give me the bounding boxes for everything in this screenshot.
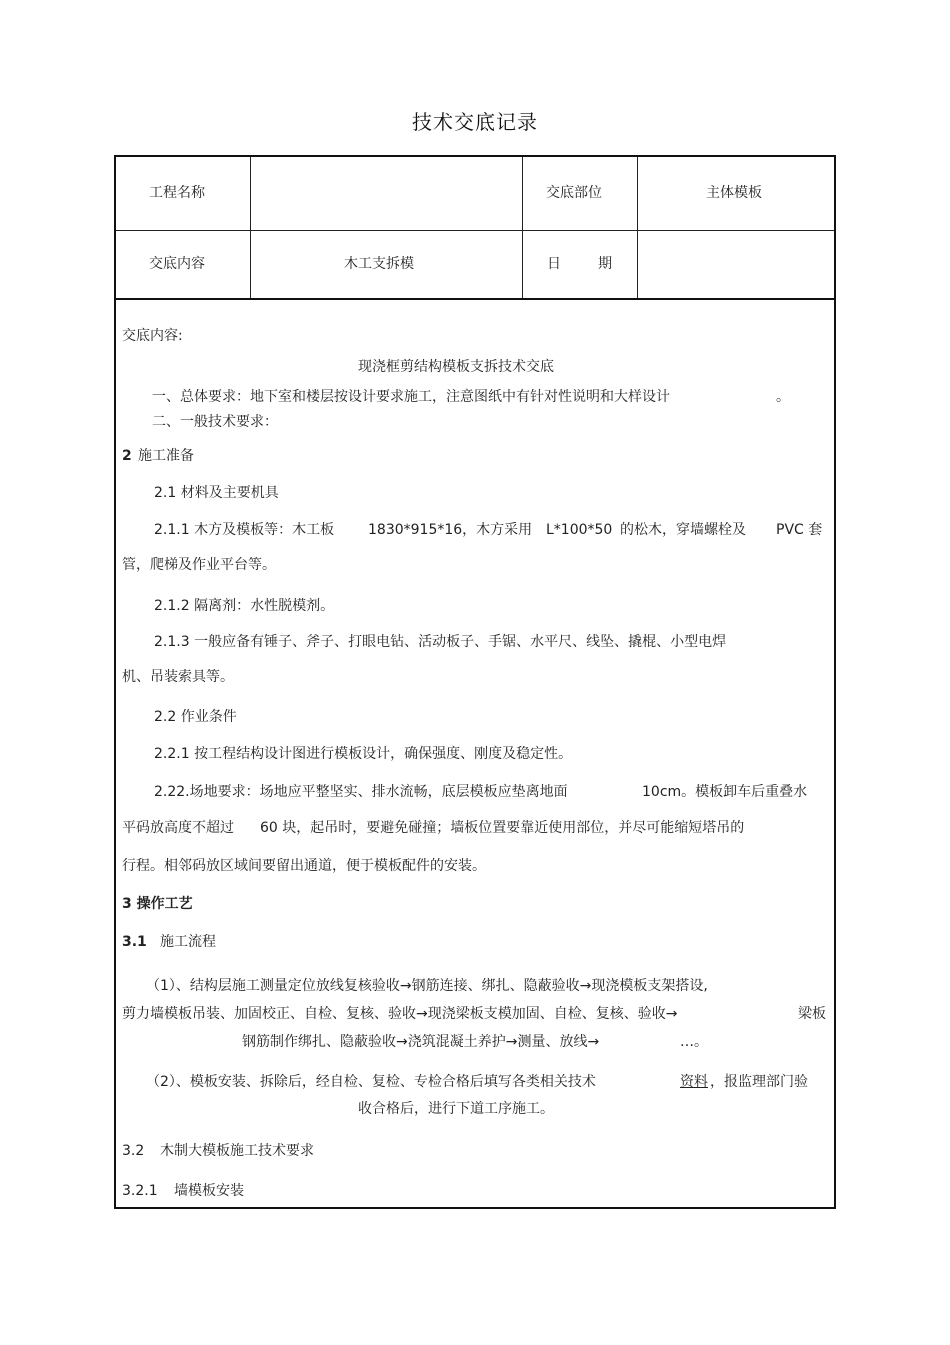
body-subtitle: 现浇框剪结构模板支拆技术交底: [358, 359, 554, 375]
flow-1-line-1: （1）、结构层施工测量定位放线复核验收→钢筋连接、绑扎、隐蔽验收→现浇模板支架搭设,: [146, 978, 708, 994]
technical-requirement: 二、一般技术要求：: [152, 414, 278, 430]
record-table: [114, 155, 836, 1209]
section-2-22-d: 60 块，起吊时，要避免碰撞；墙板位置要靠近使用部位，并尽可能缩短塔吊的: [260, 820, 745, 836]
section-3-title: 3 操作工艺: [122, 896, 193, 912]
section-3-1-title: 施工流程: [160, 934, 216, 950]
content-label: 交底内容: [149, 256, 205, 272]
section-2-2: 2.2 作业条件: [154, 709, 237, 725]
section-2-22-a: 2.22.场地要求：场地应平整坚实、排水流畅，底层模板应垫离地面: [154, 784, 568, 800]
date-label-second-char: 期: [598, 256, 612, 272]
section-2-1-2: 2.1.2 隔离剂：水性脱模剂。: [154, 598, 335, 614]
project-name-label: 工程名称: [149, 185, 205, 201]
section-2-number: 2: [122, 448, 132, 464]
flow-1-line-2-end: 梁板: [798, 1006, 826, 1022]
section-2-1-1-d: 的松木，穿墙螺栓及: [620, 522, 746, 538]
flow-1-line-3: 钢筋制作绑扎、隐蔽验收→浇筑混凝土养护→测量、放线→: [242, 1034, 600, 1050]
flow-1-line-2: 剪力墙模板吊装、加固校正、自检、复核、验收→现浇梁板支模加固、自检、复核、验收→: [122, 1006, 678, 1022]
section-3-2-number: 3.2: [122, 1143, 145, 1159]
grid-divider: [250, 157, 251, 299]
section-2-1-3-a: 2.1.3 一般应备有锤子、斧子、打眼电钻、活动板子、手锯、水平尺、线坠、撬棍、小型电焊: [154, 634, 727, 650]
grid-divider: [637, 157, 638, 299]
flow-2-line-1-end: ，报监理部门验: [710, 1074, 808, 1090]
section-2-1-1-e: PVC 套: [776, 522, 823, 538]
intro-label: 交底内容:: [122, 328, 183, 344]
section-2-1-1-c: L*100*50: [546, 522, 613, 538]
document-title: 技术交底记录: [412, 110, 538, 134]
section-2-22-e: 行程。相邻码放区域间要留出通道，便于模板配件的安装。: [122, 858, 486, 874]
flow-2-line-2: 收合格后，进行下道工序施工。: [358, 1101, 554, 1117]
section-3-2-1-number: 3.2.1: [122, 1183, 158, 1199]
section-2-1-1-a: 2.1.1 木方及模板等：木工板: [154, 522, 335, 538]
section-3-1-number: 3.1: [122, 934, 147, 950]
row-divider: [116, 230, 834, 231]
flow-1-line-3-end: …。: [680, 1034, 708, 1050]
grid-divider: [522, 157, 523, 299]
general-requirement: 一、总体要求：地下室和楼层按设计要求施工，注意图纸中有针对性说明和大样设计: [152, 389, 670, 405]
section-2-1-3-b: 机、吊装索具等。: [122, 669, 234, 685]
section-2-22-c: 平码放高度不超过: [122, 820, 234, 836]
section-2-1-1-f: 管，爬梯及作业平台等。: [122, 557, 276, 573]
flow-2-line-1: （2）、模板安装、拆除后，经自检、复检、专检合格后填写各类相关技术: [146, 1074, 596, 1090]
section-3-2-1-title: 墙模板安装: [174, 1183, 244, 1199]
section-2-2-1: 2.2.1 按工程结构设计图进行模板设计，确保强度、刚度及稳定性。: [154, 746, 573, 762]
section-2-title: 施工准备: [138, 448, 194, 464]
date-label-first-char: 日: [547, 256, 561, 272]
section-2-22-b: 10cm。模板卸车后重叠水: [642, 784, 808, 800]
section-2-1-1-b: 1830*915*16，木方采用: [368, 522, 533, 538]
general-requirement-end: 。: [776, 389, 790, 405]
flow-2-link[interactable]: 资料: [680, 1074, 708, 1090]
part-label: 交底部位: [546, 185, 602, 201]
content-value: 木工支拆模: [344, 256, 414, 272]
part-value: 主体模板: [706, 185, 762, 201]
section-3-2-title: 木制大模板施工技术要求: [160, 1143, 314, 1159]
header-body-divider: [116, 298, 834, 300]
section-2-1: 2.1 材料及主要机具: [154, 485, 279, 501]
